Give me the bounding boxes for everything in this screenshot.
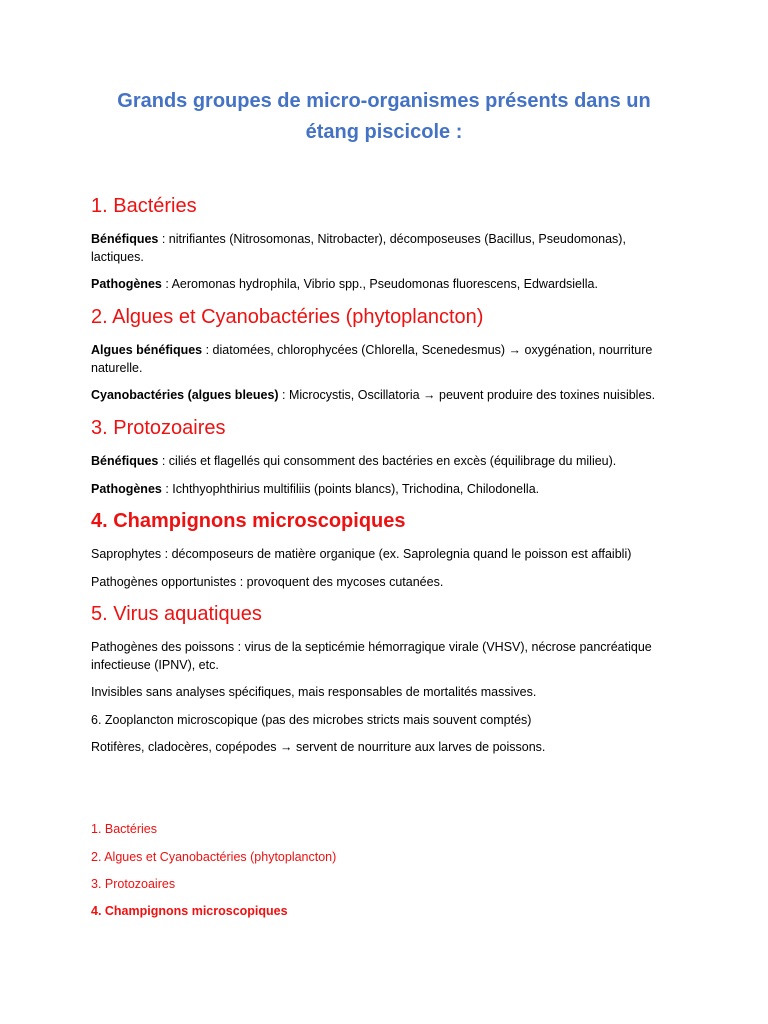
paragraph-pathogenic-bacteria bbox=[91, 276, 681, 294]
section-heading-algues: 2. Algues et Cyanobactéries (phytoplancton) bbox=[91, 306, 484, 328]
paragraph-label: Algues bénéfiques bbox=[91, 343, 203, 357]
paragraph-beneficial-protozoa bbox=[91, 453, 681, 471]
section-heading-champignons: 4. Champignons microscopiques bbox=[91, 510, 406, 532]
paragraph-saprophytes: Saprophytes : décomposeurs de matière organique (ex. Saprolegnia quand le poisson est affaibli) bbox=[91, 547, 632, 561]
section-heading-virus: 5. Virus aquatiques bbox=[91, 603, 262, 625]
paragraph-label: Bénéfiques bbox=[91, 454, 159, 468]
paragraph-text: : Microcystis, Oscillatoria → peuvent produire des toxines nuisibles. bbox=[278, 388, 656, 402]
paragraph-text: : Ichthyophthirius multifiliis (points blancs), Trichodina, Chilodonella. bbox=[161, 482, 540, 496]
paragraph-pathogenic-protozoa bbox=[91, 481, 681, 499]
paragraph-text: : nitrifiantes (Nitrosomonas, Nitrobacter), décomposeuses (Bacillus, Pseudomonas), lactiques. bbox=[91, 232, 626, 264]
paragraph-label: Pathogènes bbox=[91, 482, 162, 496]
paragraph-fish-viruses: Pathogènes des poissons : virus de la septicémie hémorragique virale (VHSV), nécrose pancréatique infectieuse (IPNV), etc. bbox=[91, 640, 652, 672]
toc-item-champignons[interactable]: 4. Champignons microscopiques bbox=[91, 904, 288, 918]
paragraph-text: : diatomées, chlorophycées (Chlorella, Scenedesmus) → oxygénation, nourriture naturelle. bbox=[91, 343, 653, 375]
paragraph-beneficial-algae bbox=[91, 342, 681, 377]
toc-item-protozoaires[interactable]: 3. Protozoaires bbox=[91, 877, 176, 891]
paragraph-label: Pathogènes bbox=[91, 277, 162, 291]
paragraph-invisible: Invisibles sans analyses spécifiques, mais responsables de mortalités massives. bbox=[91, 685, 537, 699]
document-title: Grands groupes de micro-organismes présents dans un étang piscicole : bbox=[117, 90, 651, 143]
paragraph-text: : ciliés et flagellés qui consomment des bactéries en excès (équilibrage du milieu). bbox=[158, 454, 617, 468]
paragraph-label: Cyanobactéries (algues bleues) bbox=[91, 388, 279, 402]
toc-item-algues[interactable]: 2. Algues et Cyanobactéries (phytoplancton) bbox=[91, 850, 337, 864]
paragraph-cyanobacteria bbox=[91, 387, 681, 405]
toc-item-bacteries[interactable]: 1. Bactéries bbox=[91, 822, 158, 836]
paragraph-text: : Aeromonas hydrophila, Vibrio spp., Pseudomonas fluorescens, Edwardsiella. bbox=[161, 277, 598, 291]
paragraph-rotiferes: Rotifères, cladocères, copépodes → servent de nourriture aux larves de poissons. bbox=[91, 740, 546, 754]
paragraph-zooplancton: 6. Zooplancton microscopique (pas des microbes stricts mais souvent comptés) bbox=[91, 713, 532, 727]
paragraph-beneficial-bacteria bbox=[91, 231, 681, 266]
section-heading-protozoaires: 3. Protozoaires bbox=[91, 417, 226, 439]
paragraph-opportunistic-pathogens: Pathogènes opportunistes : provoquent des mycoses cutanées. bbox=[91, 575, 444, 589]
paragraph-label: Bénéfiques bbox=[91, 232, 159, 246]
section-heading-bacteries: 1. Bactéries bbox=[91, 195, 197, 217]
